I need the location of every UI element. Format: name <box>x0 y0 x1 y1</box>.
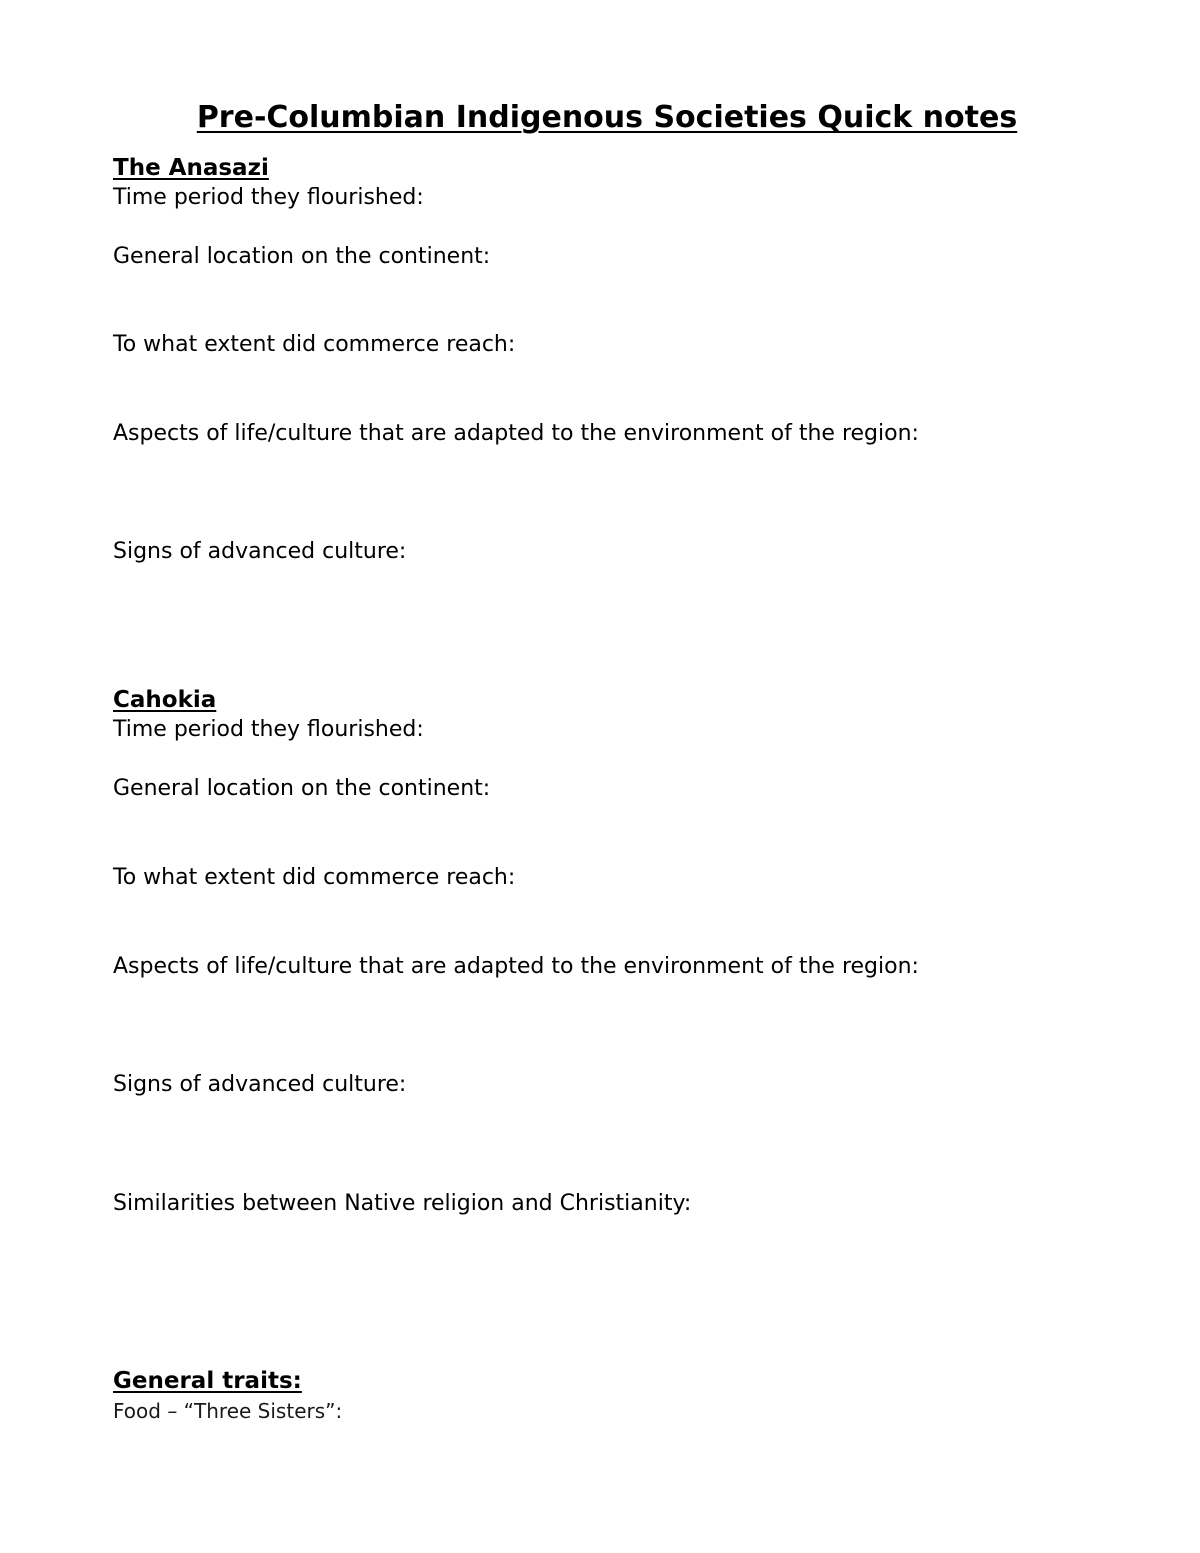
prompt-advanced-culture: Signs of advanced culture: <box>113 539 407 564</box>
prompt-commerce-reach: To what extent did commerce reach: <box>113 865 516 890</box>
prompt-adapted-aspects: Aspects of life/culture that are adapted to the environment of the region: <box>113 421 919 446</box>
prompt-time-period: Time period they flourished: <box>113 717 424 742</box>
section-heading-general-traits: General traits: <box>113 1368 302 1394</box>
section-heading-anasazi: The Anasazi <box>113 155 269 181</box>
prompt-time-period: Time period they flourished: <box>113 185 424 210</box>
section-heading-cahokia: Cahokia <box>113 687 217 713</box>
prompt-commerce-reach: To what extent did commerce reach: <box>113 332 516 357</box>
prompt-adapted-aspects: Aspects of life/culture that are adapted to the environment of the region: <box>113 954 919 979</box>
prompt-advanced-culture: Signs of advanced culture: <box>113 1072 407 1097</box>
prompt-general-location: General location on the continent: <box>113 776 491 801</box>
page-title: Pre-Columbian Indigenous Societies Quick notes <box>196 100 1018 135</box>
prompt-general-location: General location on the continent: <box>113 244 491 269</box>
prompt-three-sisters: Food – “Three Sisters”: <box>113 1399 343 1423</box>
prompt-religion-similarities: Similarities between Native religion and Christianity: <box>113 1191 692 1216</box>
